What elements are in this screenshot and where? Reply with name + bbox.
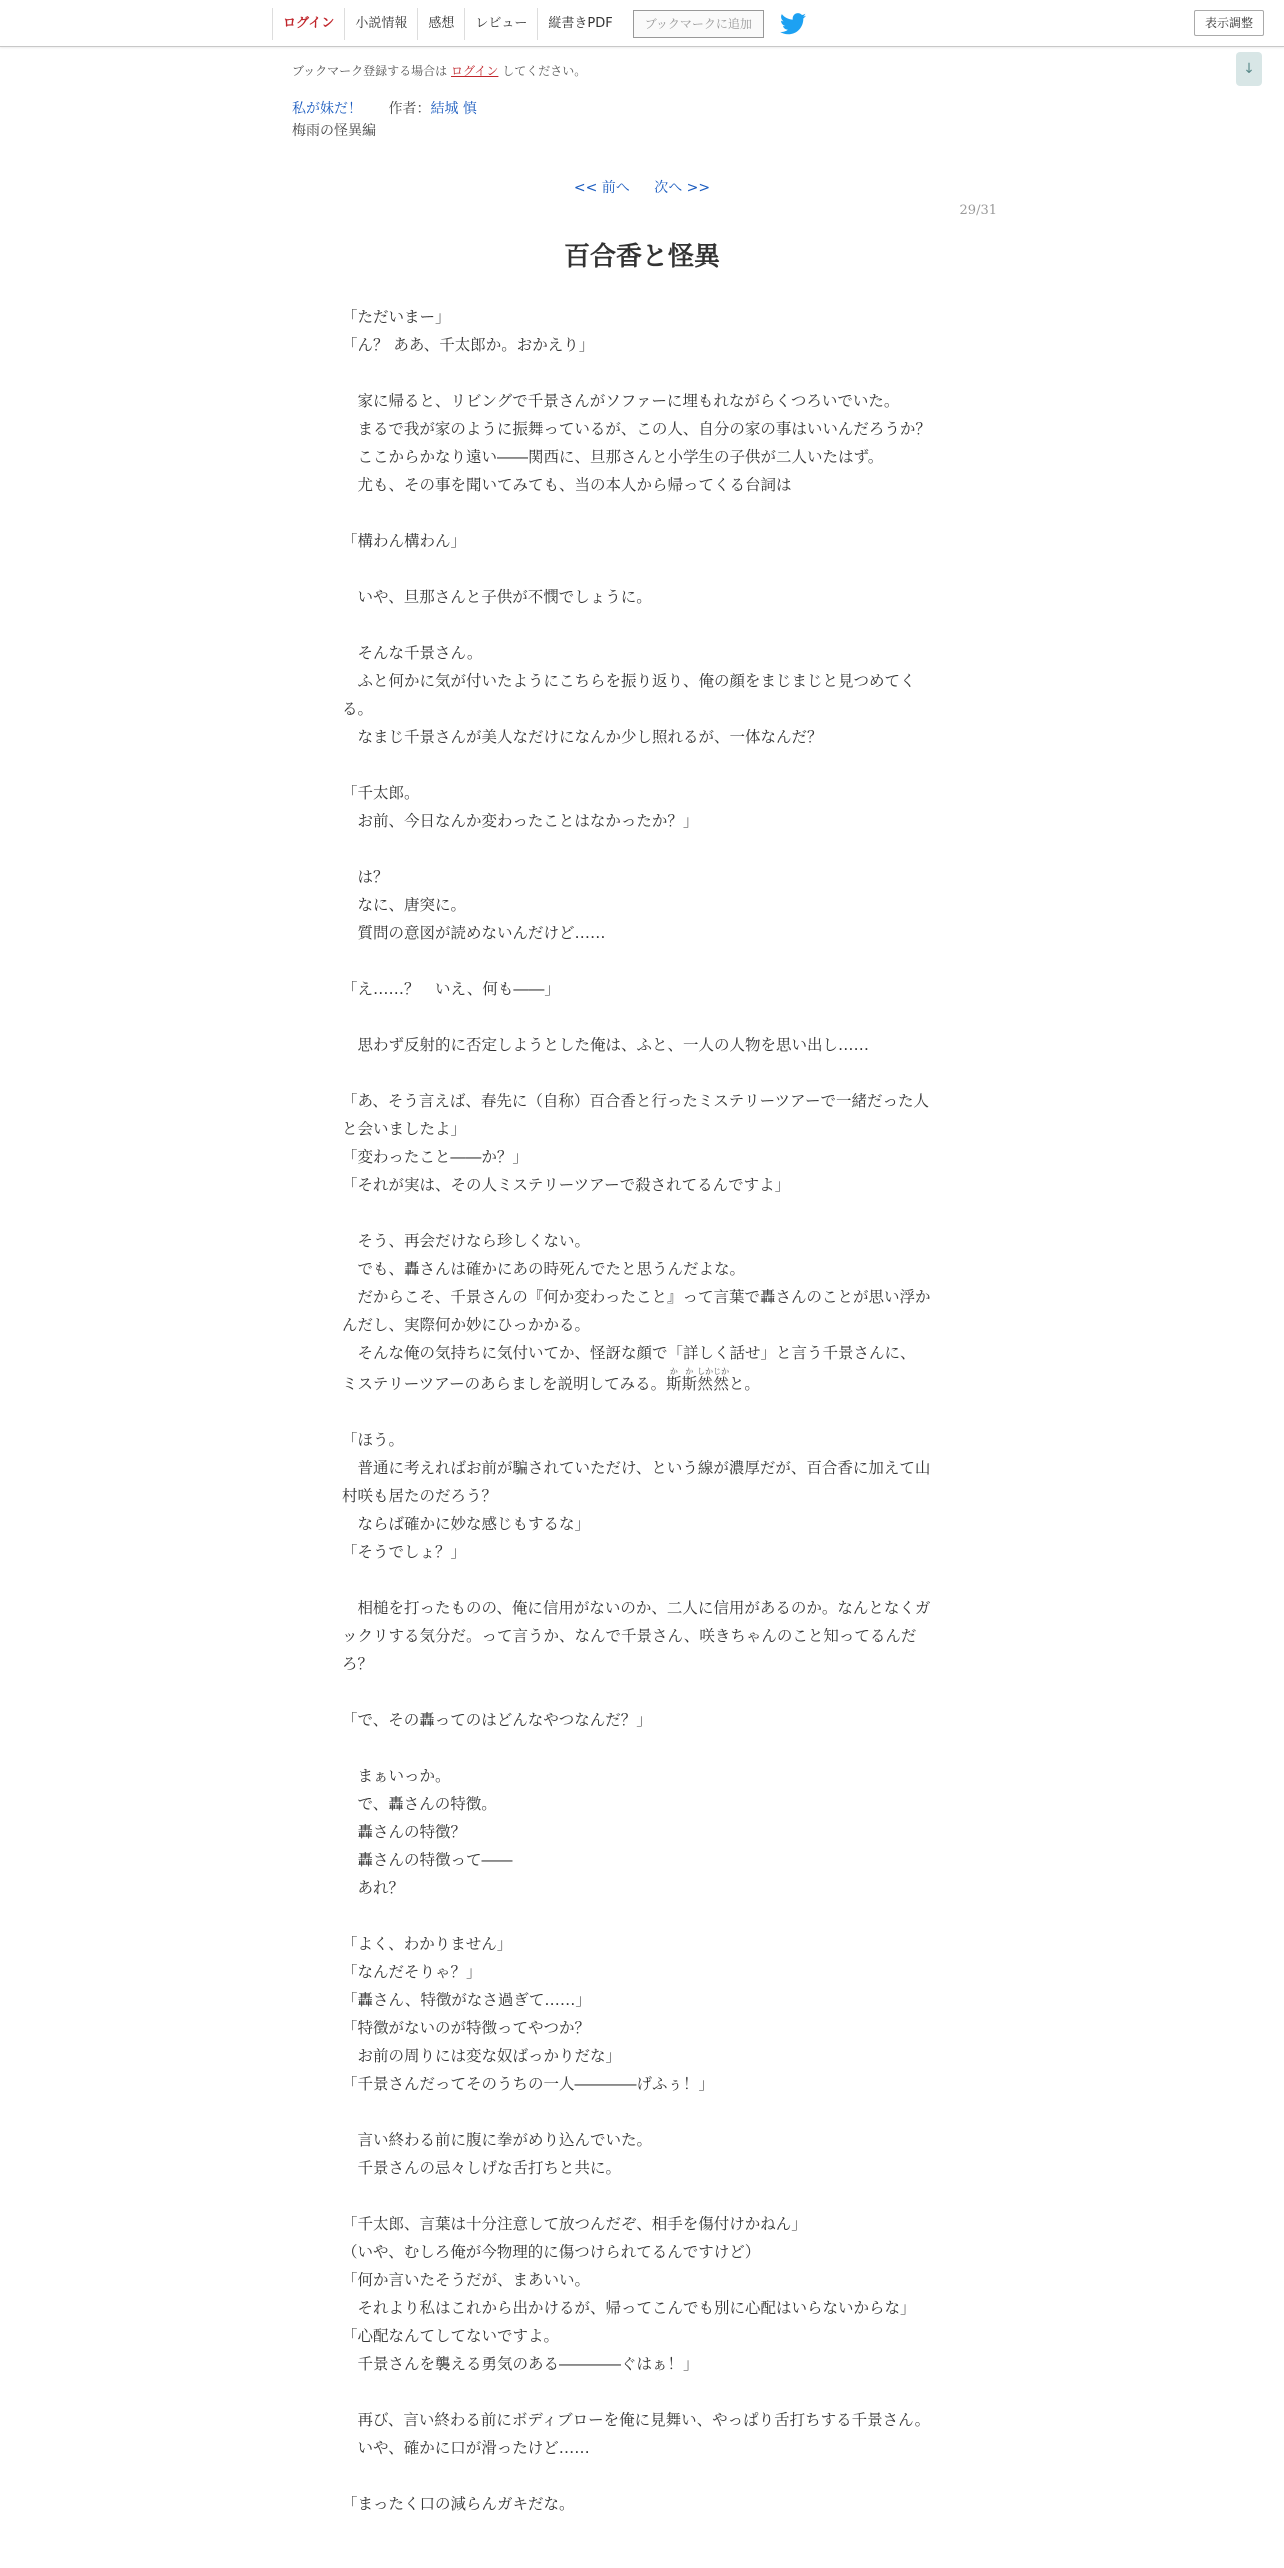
blank-line [342, 1566, 942, 1594]
login-link[interactable]: ログイン [272, 8, 344, 40]
blank-line [342, 1199, 942, 1227]
body-line: 「ん？ ああ、千太郎か。おかえり」 [342, 336, 595, 354]
blank-line [342, 1734, 942, 1762]
blank-line [342, 947, 942, 975]
next-episode-link[interactable]: 次へ >> [654, 180, 711, 196]
body-line: 相槌を打ったものの、俺に信用がないのか、二人に信用があるのか。なんとなくガックリする気分だ。って言うか、なんで千景さん、咲きちゃんのこと知ってるんだろ？ [342, 1599, 931, 1673]
episode-count: 29/31 [959, 203, 997, 218]
blank-line [342, 2098, 942, 2126]
body-line: あれ？ [342, 1879, 405, 1897]
body-line: いや、確かに口が滑ったけど…… [342, 2439, 590, 2457]
body-line: 「何か言いたそうだが、まあいい。 [342, 2271, 591, 2289]
body-line: 家に帰ると、リビングで千景さんがソファーに埋もれながらくつろいでいた。 [342, 392, 900, 410]
body-line: 「心配なんてしてないですよ。 [342, 2327, 560, 2345]
top-navigation-bar [0, 0, 1284, 47]
body-line: 思わず反射的に否定しようとした俺は、ふと、一人の人物を思い出し…… [342, 1036, 870, 1054]
body-line: 千景さんを襲える勇気のある――――ぐはぁ！」 [342, 2355, 699, 2373]
body-line: 「それが実は、その人ミステリーツアーで殺されてるんですよ」 [342, 1176, 791, 1194]
body-line: で、轟さんの特徴。 [342, 1795, 497, 1813]
blank-line [342, 1398, 942, 1426]
body-line: 「え……？ いえ、何も――」 [342, 980, 560, 998]
blank-line [342, 1678, 942, 1706]
novel-info-link[interactable]: 小説情報 [344, 8, 417, 40]
body-line: 再び、言い終わる前にボディブローを俺に見舞い、やっぱり舌打ちする千景さん。 [342, 2411, 931, 2429]
body-line: だからこそ、千景さんの『何か変わったこと』って言葉で轟さんのことが思い浮かんだし、実際何か妙にひっかかる。 [342, 1288, 931, 1334]
body-line: そんな千景さん。 [342, 644, 483, 662]
blank-line [342, 2182, 942, 2210]
body-line: 「まったく口の減らんガキだな。 [342, 2495, 575, 2513]
body-line: 言い終わる前に腹に拳がめり込んでいた。 [342, 2131, 653, 2149]
body-line: 「千太郎、言葉は十分注意して放つんだぞ、相手を傷付けかねん」 [342, 2215, 807, 2233]
series-info [292, 98, 477, 118]
ruby-word: 斯か [681, 1367, 698, 1393]
body-line: 轟さんの特徴って―― [342, 1851, 513, 1869]
prev-episode-link[interactable]: << 前へ [573, 180, 630, 196]
author-link[interactable]: 結城 慎 [430, 101, 477, 117]
blank-line [342, 555, 942, 583]
body-line: （いや、むしろ俺が今物理的に傷つけられてるんですけど） [342, 2243, 761, 2261]
blank-line [342, 2462, 942, 2490]
body-line: 「よく、わかりません」 [342, 1935, 513, 1953]
blank-line [342, 611, 942, 639]
body-line: は？ [342, 868, 389, 886]
blank-line [342, 1902, 942, 1930]
scroll-down-button[interactable]: ↓ [1236, 52, 1262, 86]
display-settings-button[interactable]: 表示調整 [1194, 10, 1264, 36]
body-line: まぁいっか。 [342, 1767, 451, 1785]
series-title-link[interactable]: 私が妹だ！ [292, 101, 362, 117]
body-line: 「ほう。 [342, 1431, 405, 1449]
body-line: なまじ千景さんが美人なだけになんか少し照れるが、一体なんだ？ [342, 728, 823, 746]
body-line: それより私はこれから出かけるが、帰ってこんでも別に心配はいらないからな」 [342, 2299, 916, 2317]
body-line: 「なんだそりゃ？」 [342, 1963, 482, 1981]
add-bookmark-button[interactable]: ブックマークに追加 [633, 10, 764, 38]
blank-line [342, 835, 942, 863]
episode-pager [0, 177, 1284, 197]
review-link[interactable]: レビュー [464, 8, 537, 40]
body-line: ならば確かに妙な感じもするな」 [342, 1515, 591, 1533]
notice-text-before: ブックマーク登録する場合は [292, 64, 448, 78]
login-notice [292, 62, 586, 79]
notice-login-link[interactable]: ログイン [451, 64, 499, 78]
notice-text-after: してください。 [502, 64, 587, 78]
body-line: 轟さんの特徴？ [342, 1823, 467, 1841]
arc-title: 梅雨の怪異編 [292, 123, 376, 139]
body-line: 「千太郎。 [342, 784, 420, 802]
body-line: ここからかなり遠い――関西に、旦那さんと小学生の子供が二人いたはず。 [342, 448, 884, 466]
body-line: そう、再会だけなら珍しくない。 [342, 1232, 591, 1250]
ruby-word: 斯か [666, 1367, 682, 1393]
body-line: 千景さんの忌々しげな舌打ちと共に。 [342, 2159, 622, 2177]
body-line: 尤も、その事を聞いてみても、当の本人から帰ってくる台詞は [342, 476, 792, 494]
body-line-ruby [342, 1367, 942, 1398]
ruby-suffix: と。 [728, 1375, 760, 1393]
body-line: 「あ、そう言えば、春先に（自称）百合香と行ったミステリーツアーで一緒だった人と会いましたよ」 [342, 1092, 929, 1138]
blank-line [342, 359, 942, 387]
body-line: ふと何かに気が付いたようにこちらを振り返り、俺の顔をまじまじと見つめてくる。 [342, 672, 916, 718]
body-line: 質問の意図が読めないんだけど…… [342, 924, 606, 942]
body-line: お前、今日なんか変わったことはなかったか？」 [342, 812, 699, 830]
blank-line [342, 751, 942, 779]
body-line: 「轟さん、特徴がなさ過ぎて……」 [342, 1991, 591, 2009]
blank-line [342, 499, 942, 527]
blank-line [342, 1003, 942, 1031]
body-line: 「構わん構わん」 [342, 532, 467, 550]
novel-body [342, 303, 942, 2518]
nav-menu [272, 8, 806, 40]
body-line: いや、旦那さんと子供が不憫でしょうに。 [342, 588, 652, 606]
body-line: 「変わったこと――か？」 [342, 1148, 528, 1166]
body-line: そんな俺の気持ちに気付いてか、怪訝な顔で「詳しく話せ」と言う千景さんに、 [342, 1344, 916, 1362]
body-line: 「そうでしょ？」 [342, 1543, 467, 1561]
blank-line [342, 2378, 942, 2406]
body-line: なに、唐突に。 [342, 896, 467, 914]
blank-line [342, 1059, 942, 1087]
body-line: でも、轟さんは確かにあの時死んでたと思うんだよな。 [342, 1260, 746, 1278]
vertical-pdf-link[interactable]: 縦書きPDF [537, 8, 622, 40]
impressions-link[interactable]: 感想 [417, 8, 464, 40]
author-label: 作者： [388, 101, 431, 117]
twitter-icon[interactable] [780, 13, 806, 35]
chapter-title: 百合香と怪異 [563, 242, 720, 272]
body-line: 「特徴がないのが特徴ってやつか？ [342, 2019, 591, 2037]
body-line: 「で、その轟ってのはどんなやつなんだ？」 [342, 1711, 652, 1729]
ruby-prefix: ミステリーツアーのあらましを説明してみる。 [342, 1375, 667, 1393]
body-line: お前の周りには変な奴ばっかりだな」 [342, 2047, 622, 2065]
ruby-word: 然然しかじか [697, 1367, 730, 1393]
body-line: 普通に考えればお前が騙されていただけ、という線が濃厚だが、百合香に加えて山村咲も居たのだろう？ [342, 1459, 931, 1505]
body-line: 「千景さんだってそのうちの一人――――げふぅ！」 [342, 2075, 715, 2093]
body-line: まるで我が家のように振舞っているが、この人、自分の家の事はいいんだろうか？ [342, 420, 931, 438]
body-line: 「ただいまー」 [342, 308, 451, 326]
